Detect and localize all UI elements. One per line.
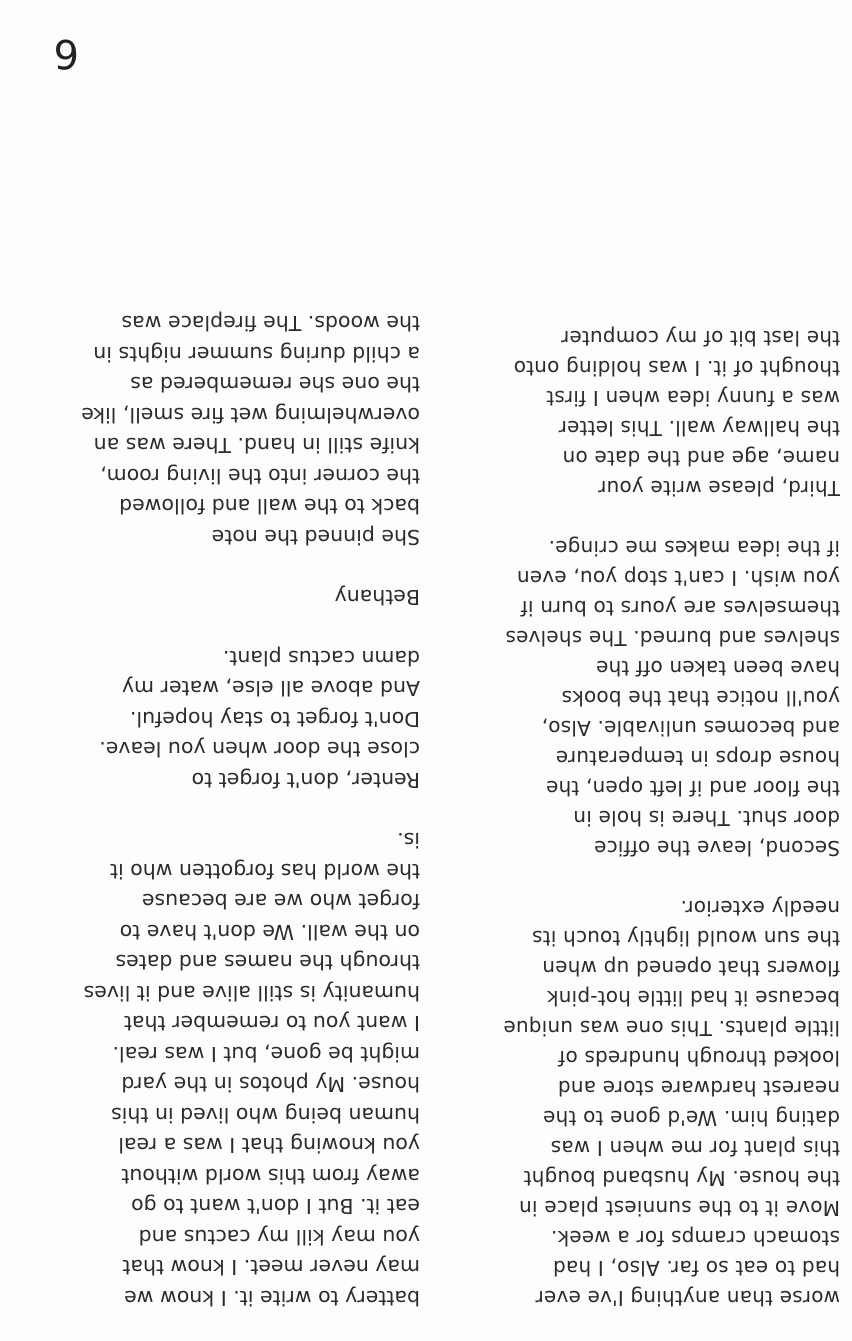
paragraph-third-rule: Third, please write your name, age and the date on the hallway wall. This letter was a funny idea when I first thought of it. I was holding onto the last bit of my computer <box>513 326 840 500</box>
paragraph-battery: battery to write it. I know we may never meet. I know that you may kill my cactus and eat it. But I don't want to go away from this world without you knowing that I was a real human being who lived in this house. My photos in the yard might be gone, but I was real. I want you to remember that humanity is still alive and it lives through the names and dates on the wall. We don't have to forget who we are because the world has forgotten who it is. <box>83 828 420 1310</box>
left-column <box>460 293 840 1313</box>
signature: Bethany <box>334 585 420 610</box>
right-column <box>40 278 420 1313</box>
paragraph-renter: Renter, don't forget to close the door when you leave. Don't forget to stay hopeful. And above all else, water my damn cactus plant. <box>99 646 420 792</box>
paragraph-narrative: She pinned the note back to the wall and followed the corner into the living room, knife still in hand. There was an overwhelming wet fire smell, like the one she remembered as a child during summer nights in the woods. The fireplace was <box>81 311 420 549</box>
paragraph-second-rule: Second, leave the office door shut. There is hole in the floor and if left open, the house drops in temperature and becomes unlivable. Also, you'll notice that the books have been taken off the shelves and burned. The shelves themselves are yours to burn if you wish. I can't stop you, even if the idea makes me cringe. <box>505 536 840 860</box>
paragraph-cactus: worse than anything I've ever had to eat so far. Also, I had stomach cramps for a week. Move it to the sunniest place in the house. My husband bought this plant for me when I was dating him. We'd gone to the nearest hardware store and looked through hundreds of little plants. This one was unique because it had little hot-pink flowers that opened up when the sun would lightly touch its needly exterior. <box>503 896 840 1310</box>
page-number: 6 <box>53 30 79 76</box>
